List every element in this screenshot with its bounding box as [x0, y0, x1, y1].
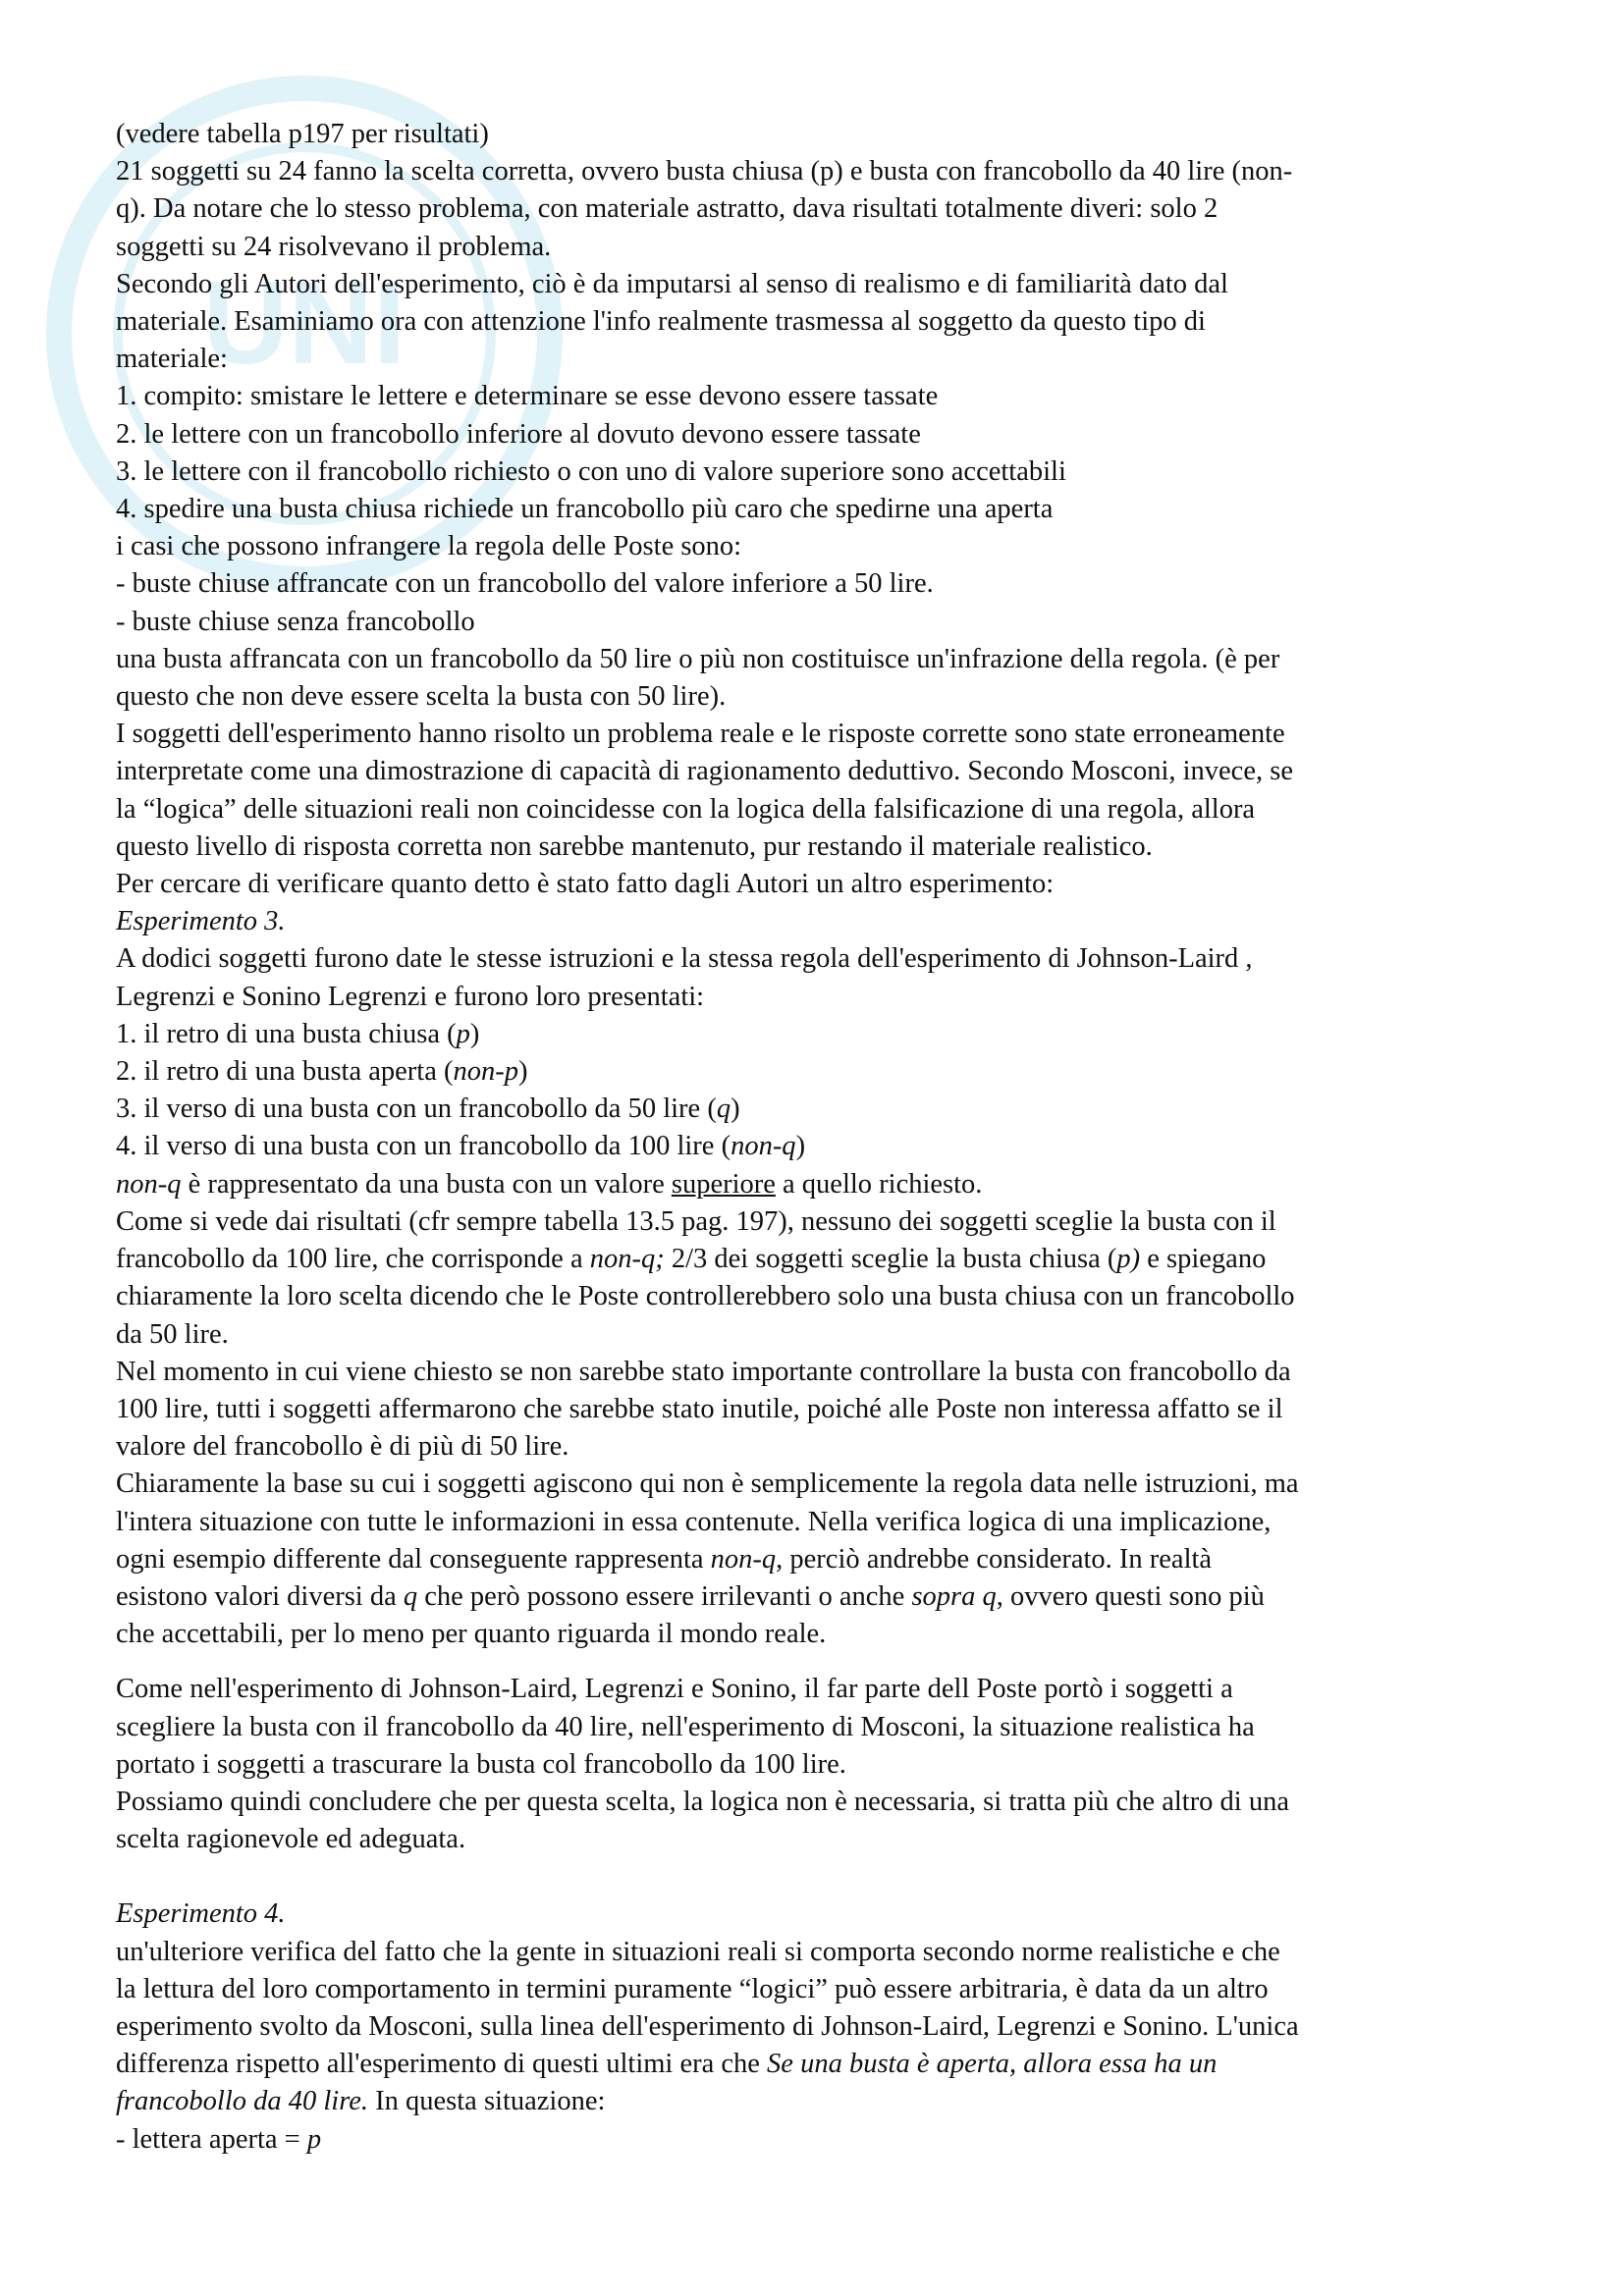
list-item: 2. il retro di una busta aperta (non-p) — [116, 1056, 528, 1088]
text-line: Legrenzi e Sonino Legrenzi e furono loro presentati: — [116, 981, 705, 1012]
text-line: non-q è rappresentato da una busta con un valore superiore a quello richiesto. — [116, 1168, 983, 1200]
list-item: 1. il retro di una busta chiusa (p) — [116, 1018, 480, 1049]
text-line: differenza rispetto all'esperimento di questi ultimi era che Se una busta è aperta, allora essa ha un — [116, 2049, 1218, 2080]
text-line: portato i soggetti a trascurare la busta col francobollo da 100 lire. — [116, 1748, 846, 1780]
text-line: Per cercare di verificare quanto detto è stato fatto dagli Autori un altro esperimento: — [116, 869, 1055, 900]
list-item: - buste chiuse senza francobollo — [116, 606, 475, 637]
text-line: q). Da notare che lo stesso problema, con materiale astratto, dava risultati totalmente diveri: solo 2 — [116, 193, 1218, 225]
text-line: soggetti su 24 risolvevano il problema. — [116, 231, 552, 262]
text-line: ogni esempio differente dal conseguente rappresenta non-q, perciò andrebbe considerato. In realtà — [116, 1543, 1213, 1575]
text-line: da 50 lire. — [116, 1318, 229, 1350]
text-line: francobollo da 100 lire, che corrisponde a non-q; 2/3 dei soggetti sceglie la busta chiusa (p) e spiegano — [116, 1244, 1267, 1275]
text-line: scegliere la busta con il francobollo da 40 lire, nell'esperimento di Mosconi, la situazione realistica ha — [116, 1711, 1255, 1742]
text-line: scelta ragionevole ed adeguata. — [116, 1824, 466, 1855]
list-item: 2. le lettere con un francobollo inferiore al dovuto devono essere tassate — [116, 418, 921, 450]
text-line: Chiaramente la base su cui i soggetti agiscono qui non è semplicemente la regola data nelle istruzioni, ma — [116, 1468, 1299, 1500]
text-line: Secondo gli Autori dell'esperimento, ciò è da imputarsi al senso di realismo e di familiarità dato dal — [116, 268, 1228, 299]
text-line: questo che non deve essere scelta la busta con 50 lire). — [116, 681, 727, 713]
text-line: 21 soggetti su 24 fanno la scelta corretta, ovvero busta chiusa (p) e busta con francobollo da 40 lire (non- — [116, 156, 1293, 187]
text-line: I soggetti dell'esperimento hanno risolto un problema reale e le risposte corrette sono state erroneamente — [116, 719, 1285, 750]
text-line: esperimento svolto da Mosconi, sulla linea dell'esperimento di Johnson-Laird, Legrenzi e Sonino. L'unica — [116, 2010, 1299, 2042]
svg-text:UNI: UNI — [202, 257, 406, 389]
list-item: - lettera aperta = p — [116, 2123, 322, 2155]
list-item: 4. il verso di una busta con un francobollo da 100 lire (non-q) — [116, 1131, 806, 1162]
list-item: 3. il verso di una busta con un francobollo da 50 lire (q) — [116, 1094, 740, 1125]
text-line: una busta affrancata con un francobollo da 50 lire o più non costituisce un'infrazione della regola. (è per — [116, 643, 1280, 674]
list-item: - buste chiuse affrancate con un francobollo del valore inferiore a 50 lire. — [116, 568, 934, 600]
text-line: chiaramente la loro scelta dicendo che le Poste controllerebbero solo una busta chiusa con un francobollo — [116, 1281, 1295, 1312]
text-line: questo livello di risposta corretta non sarebbe mantenuto, pur restando il materiale realistico. — [116, 830, 1153, 862]
section-heading: Esperimento 3. — [116, 906, 286, 937]
text-line: materiale: — [116, 344, 228, 375]
text-line: Possiamo quindi concludere che per questa scelta, la logica non è necessaria, si tratta più che altro di una — [116, 1786, 1289, 1817]
text-line: Come si vede dai risultati (cfr sempre tabella 13.5 pag. 197), nessuno dei soggetti sceglie la busta con il — [116, 1205, 1276, 1237]
text-line: un'ulteriore verifica del fatto che la gente in situazioni reali si comporta secondo norme realistiche e che — [116, 1936, 1280, 1967]
text-line: l'intera situazione con tutte le informazioni in essa contenute. Nella verifica logica di una implicazione, — [116, 1506, 1272, 1537]
section-heading: Esperimento 4. — [116, 1898, 286, 1930]
text-line: che accettabili, per lo meno per quanto riguarda il mondo reale. — [116, 1619, 827, 1650]
text-line: i casi che possono infrangere la regola delle Poste sono: — [116, 531, 742, 562]
text-line: la “logica” delle situazioni reali non coincidesse con la logica della falsificazione di una regola, allora — [116, 793, 1256, 825]
text-line: Nel momento in cui viene chiesto se non sarebbe stato importante controllare la busta con francobollo da — [116, 1356, 1291, 1387]
list-item: 1. compito: smistare le lettere e determinare se esse devono essere tassate — [116, 381, 939, 412]
list-item: 4. spedire una busta chiusa richiede un francobollo più caro che spedirne una aperta — [116, 494, 1054, 525]
document-body — [116, 116, 1520, 2159]
text-line: (vedere tabella p197 per risultati) — [116, 119, 489, 149]
text-line: 100 lire, tutti i soggetti affermarono che sarebbe stato inutile, poiché alle Poste non interessa affatto se il — [116, 1393, 1283, 1424]
text-line: Come nell'esperimento di Johnson-Laird, Legrenzi e Sonino, il far parte dell Poste portò i soggetti a — [116, 1674, 1233, 1705]
text-line: valore del francobollo è di più di 50 lire. — [116, 1431, 569, 1463]
text-line: esistono valori diversi da q che però possono essere irrilevanti o anche sopra q, ovvero questi sono più — [116, 1580, 1265, 1612]
text-line: interpretate come una dimostrazione di capacità di ragionamento deduttivo. Secondo Mosconi, invece, se — [116, 756, 1293, 787]
list-item: 3. le lettere con il francobollo richiesto o con uno di valore superiore sono accettabili — [116, 455, 1066, 487]
text-line: la lettura del loro comportamento in termini puramente “logici” può essere arbitraria, è data da un altro — [116, 1973, 1269, 2004]
text-line: francobollo da 40 lire. In questa situazione: — [116, 2086, 606, 2117]
text-line: materiale. Esaminiamo ora con attenzione l'info realmente trasmessa al soggetto da questo tipo di — [116, 306, 1206, 338]
text-line: A dodici soggetti furono date le stesse istruzioni e la stessa regola dell'esperimento di Johnson-Laird , — [116, 943, 1253, 975]
